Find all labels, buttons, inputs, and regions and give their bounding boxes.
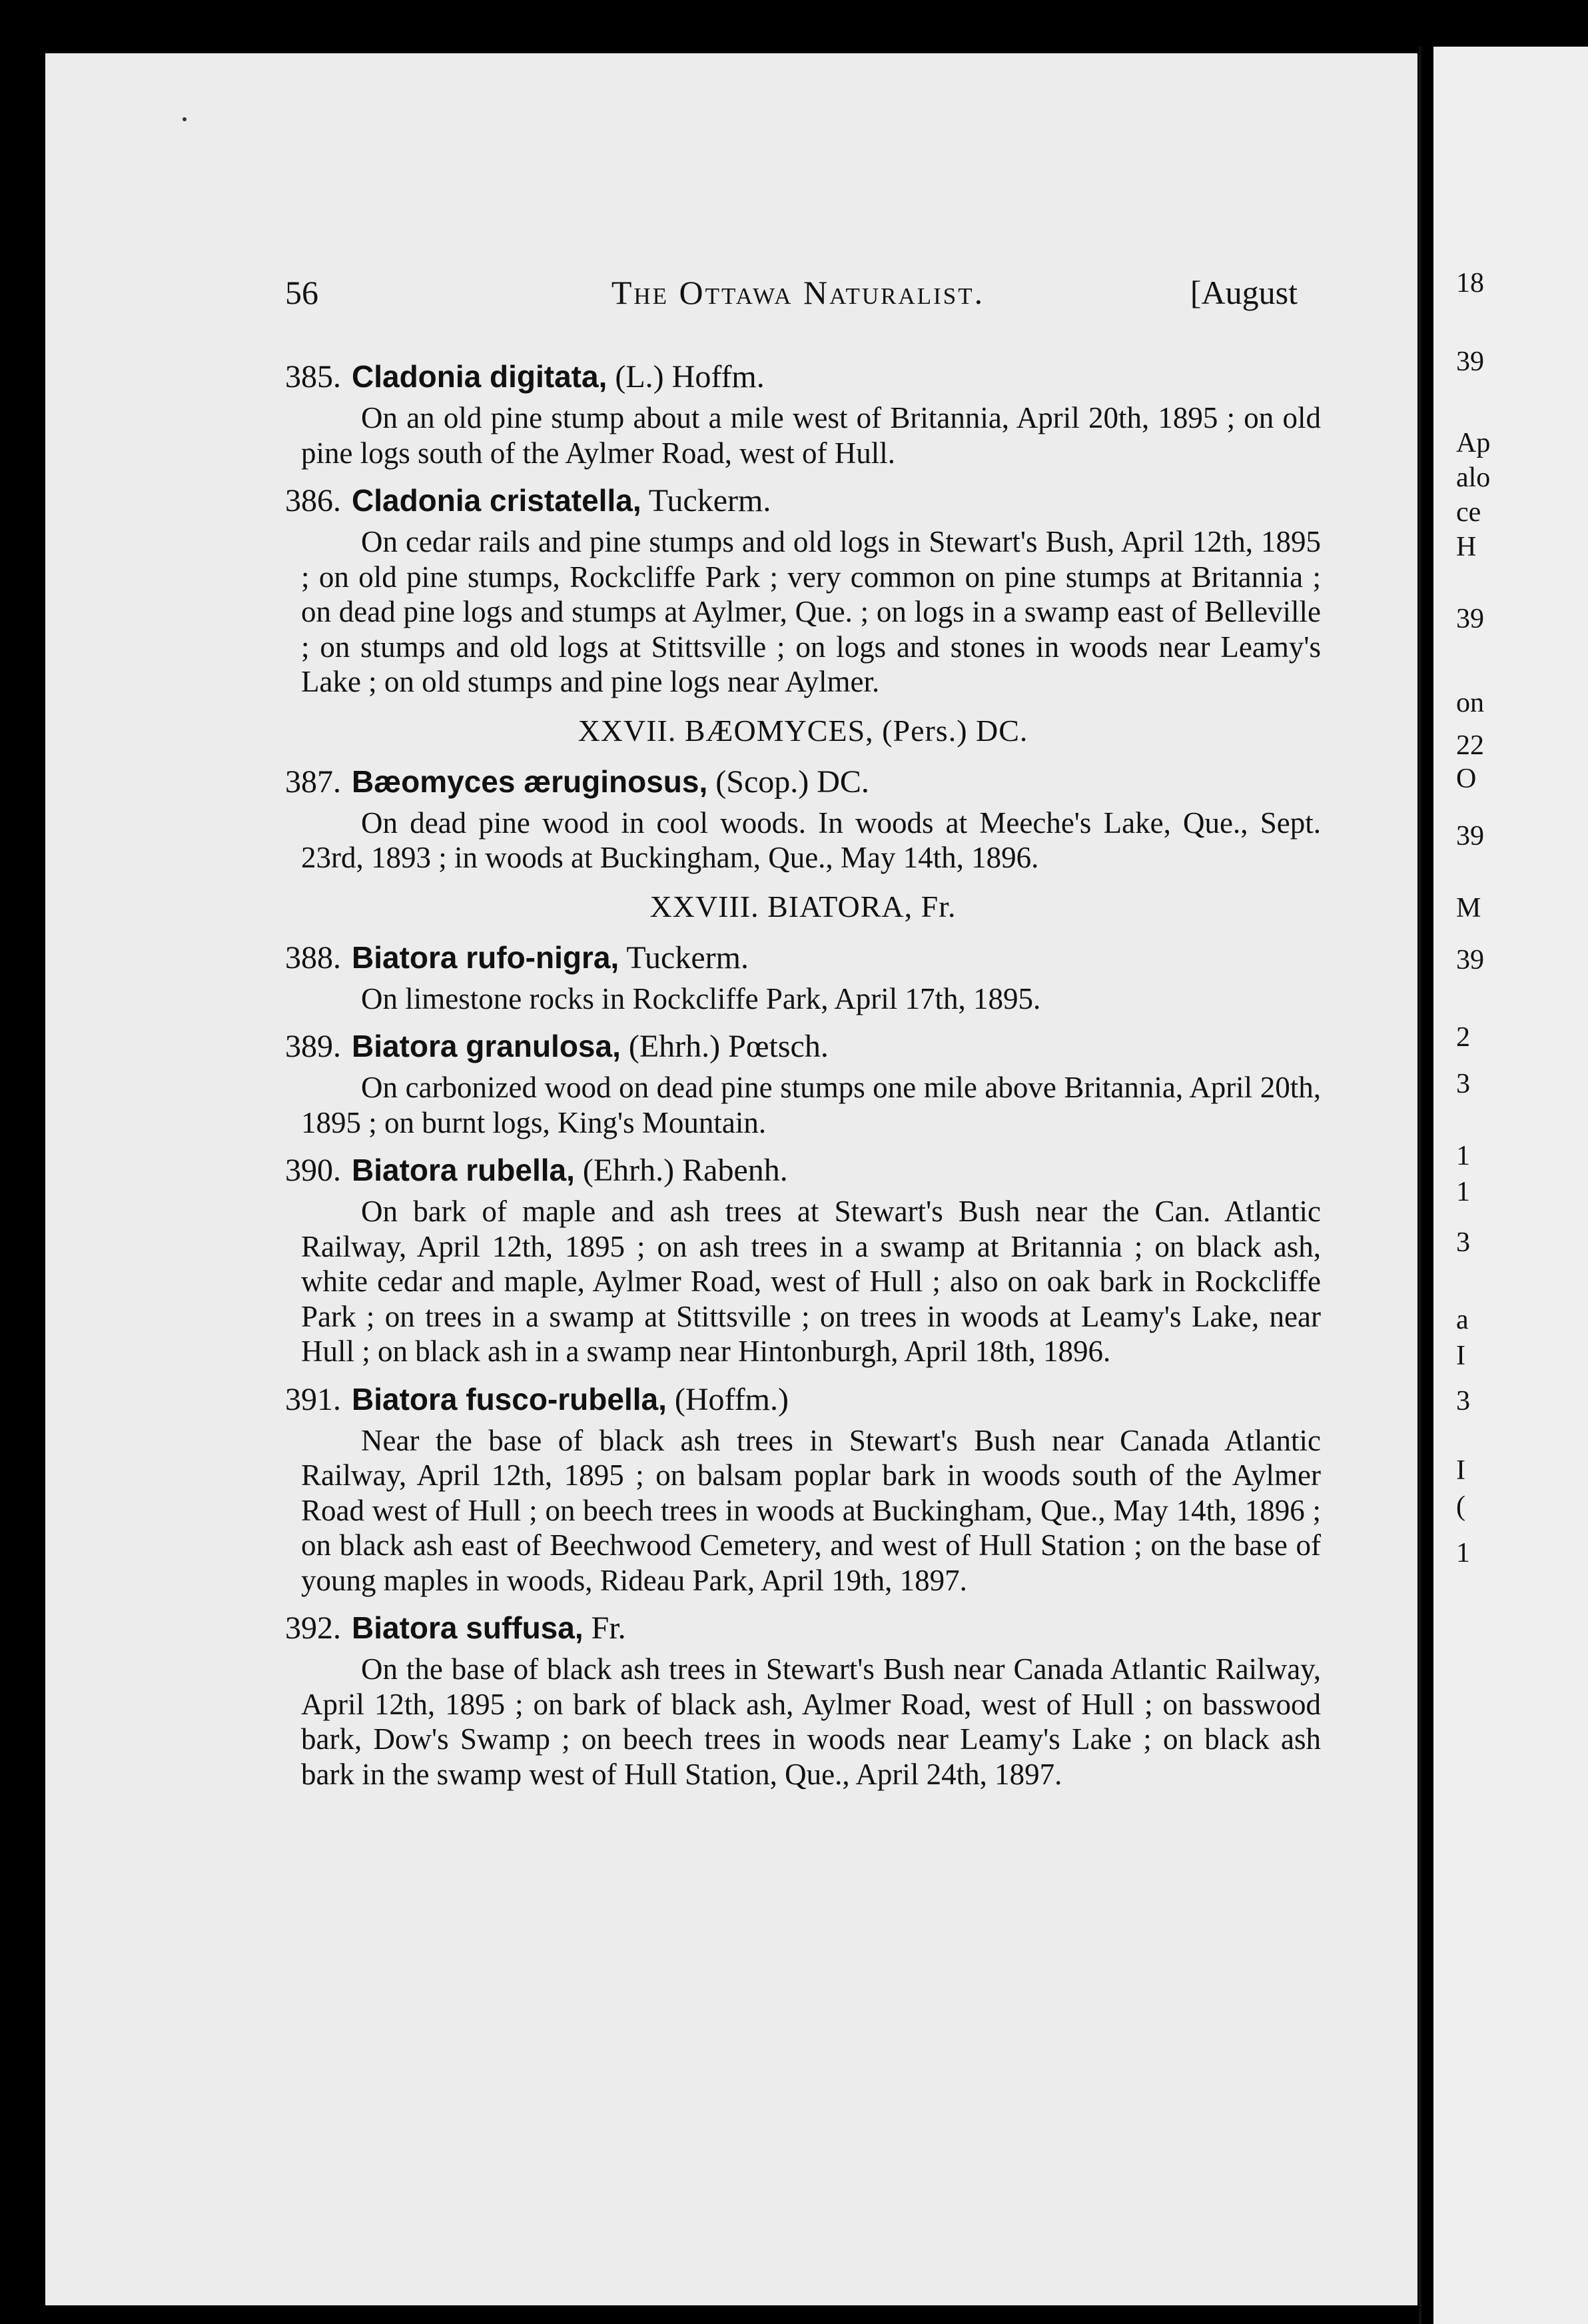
edge-fragment: 18 bbox=[1456, 268, 1484, 298]
species-name: Biatora suffusa, bbox=[352, 1610, 584, 1645]
edge-fragment: I bbox=[1456, 1341, 1465, 1371]
entry-text: On limestone rocks in Rockcliffe Park, April 17th, 1895. bbox=[361, 981, 1041, 1015]
species-name: Biatora granulosa, bbox=[352, 1029, 621, 1063]
edge-fragment: 39 bbox=[1456, 945, 1484, 975]
species-name: Biatora rubella, bbox=[352, 1153, 575, 1187]
edge-fragment: O bbox=[1456, 764, 1477, 794]
genus-heading: XXVII. BÆOMYCES, (Pers.) DC. bbox=[578, 713, 1028, 748]
edge-fragment: ( bbox=[1456, 1491, 1465, 1522]
journal-title: The Ottawa Naturalist. bbox=[611, 274, 985, 311]
entry-heading bbox=[285, 1607, 1321, 1649]
entry-text: On cedar rails and pine stumps and old logs in Stewart's Bush, April 12th, 1895 ; on old pine stumps, Rockcliffe Park ; very common on pine stumps at Britannia ; on dead pine logs and stumps at Aylmer, Que. ; on logs in a swamp east of Belleville ; on stumps and old logs at Stittsville ; on logs and stones in woods near Leamy's Lake ; on old stumps and pine logs near Aylmer. bbox=[301, 525, 1321, 698]
edge-fragment: 3 bbox=[1456, 1227, 1470, 1258]
entry-text: Near the base of black ash trees in Stewart's Bush near Canada Atlantic Railway, April 12th, 1895 ; on balsam poplar bark in woods south of the Aylmer Road west of Hull ; on beech trees in woods at Buckingham, Que., May 14th, 1896 ; on black ash east of Beechwood Cemetery, and west of Hull Station ; on the base of young maples in woods, Rideau Park, April 19th, 1897. bbox=[301, 1423, 1321, 1597]
edge-fragment: Ap bbox=[1456, 428, 1491, 458]
species-name: Bæomyces æruginosus, bbox=[352, 764, 708, 799]
edge-fragment: alo bbox=[1456, 462, 1491, 493]
entry-number: 387. bbox=[285, 764, 341, 800]
entry-number: 390. bbox=[285, 1153, 341, 1188]
edge-fragment: 3 bbox=[1456, 1069, 1470, 1099]
entry-text: On an old pine stump about a mile west of Britannia, April 20th, 1895 ; on old pine logs south of the Aylmer Road, west of Hull. bbox=[301, 401, 1321, 470]
running-head bbox=[285, 269, 1311, 316]
entry-heading bbox=[285, 1149, 1321, 1191]
species-authority: (Ehrh.) Pœtsch. bbox=[628, 1029, 829, 1064]
edge-fragment: 1 bbox=[1456, 1177, 1470, 1207]
edge-fragment: a bbox=[1456, 1305, 1469, 1335]
entry-heading bbox=[285, 356, 1321, 398]
species-authority: Tuckerm. bbox=[648, 483, 771, 518]
species-authority: (L.) Hoffm. bbox=[615, 359, 765, 394]
species-authority: (Scop.) DC. bbox=[715, 764, 869, 800]
edge-fragment: I bbox=[1456, 1455, 1465, 1486]
entry-heading bbox=[285, 1379, 1321, 1421]
edge-fragment: 39 bbox=[1456, 821, 1484, 852]
edge-fragment: 39 bbox=[1456, 346, 1484, 377]
entry-heading bbox=[285, 761, 1321, 803]
species-list bbox=[285, 346, 1321, 1792]
edge-fragment: 1 bbox=[1456, 1141, 1470, 1171]
entry-number: 391. bbox=[285, 1381, 341, 1417]
entry-heading bbox=[285, 480, 1321, 522]
page-number: 56 bbox=[285, 274, 318, 311]
species-name: Cladonia cristatella, bbox=[352, 483, 641, 518]
species-name: Cladonia digitata, bbox=[352, 359, 607, 394]
edge-fragment: ce bbox=[1456, 497, 1481, 528]
entry-text: On dead pine wood in cool woods. In woods at Meeche's Lake, Que., Sept. 23rd, 1893 ; in woods at Buckingham, Que., May 14th, 1896. bbox=[301, 806, 1321, 874]
entry-number: 388. bbox=[285, 939, 341, 975]
species-authority: (Hoffm.) bbox=[674, 1381, 789, 1417]
facing-page-edge bbox=[1433, 47, 1588, 2324]
entry-number: 386. bbox=[285, 483, 341, 518]
entry-number: 385. bbox=[285, 359, 341, 394]
entry-heading bbox=[285, 1025, 1321, 1067]
edge-fragment: 3 bbox=[1456, 1386, 1470, 1417]
page-gutter bbox=[1419, 47, 1421, 2324]
edge-fragment: H bbox=[1456, 532, 1477, 562]
edge-fragment: 22 bbox=[1456, 730, 1484, 761]
entry-text: On the base of black ash trees in Stewart's Bush near Canada Atlantic Railway, April 12th, 1895 ; on bark of black ash, Aylmer Road, west of Hull ; on basswood bark, Dow's Swamp ; on beech trees in woods near Leamy's Lake ; on black ash bark in the swamp west of Hull Station, Que., April 24th, 1897. bbox=[301, 1652, 1321, 1791]
issue-month: [August bbox=[1190, 274, 1298, 311]
entry-number: 389. bbox=[285, 1029, 341, 1064]
species-authority: (Ehrh.) Rabenh. bbox=[582, 1153, 788, 1188]
edge-fragment: 2 bbox=[1456, 1022, 1470, 1053]
species-authority: Tuckerm. bbox=[626, 939, 749, 975]
edge-fragment: M bbox=[1456, 893, 1481, 923]
species-name: Biatora rufo-nigra, bbox=[352, 939, 619, 975]
species-name: Biatora fusco-rubella, bbox=[352, 1381, 667, 1417]
entry-number: 392. bbox=[285, 1610, 341, 1646]
entry-text: On bark of maple and ash trees at Stewart's Bush near the Can. Atlantic Railway, April 12th, 1895 ; on ash trees in a swamp at Britannia ; on black ash, white cedar and maple, Aylmer Road, west of Hull ; also on oak bark in Rockcliffe Park ; on trees in a swamp at Stittsville ; on trees in woods at Leamy's Lake, near Hull ; on black ash in a swamp near Hintonburgh, April 18th, 1896. bbox=[301, 1195, 1321, 1368]
entry-text: On carbonized wood on dead pine stumps one mile above Britannia, April 20th, 1895 ; on burnt logs, King's Mountain. bbox=[301, 1071, 1321, 1139]
entry-heading bbox=[285, 937, 1321, 979]
edge-fragment: 39 bbox=[1456, 604, 1484, 634]
edge-fragment: 1 bbox=[1456, 1538, 1470, 1568]
genus-heading: XXVIII. BIATORA, Fr. bbox=[649, 889, 957, 923]
species-authority: Fr. bbox=[591, 1610, 626, 1646]
speck bbox=[183, 117, 187, 121]
edge-fragment: on bbox=[1456, 688, 1484, 718]
